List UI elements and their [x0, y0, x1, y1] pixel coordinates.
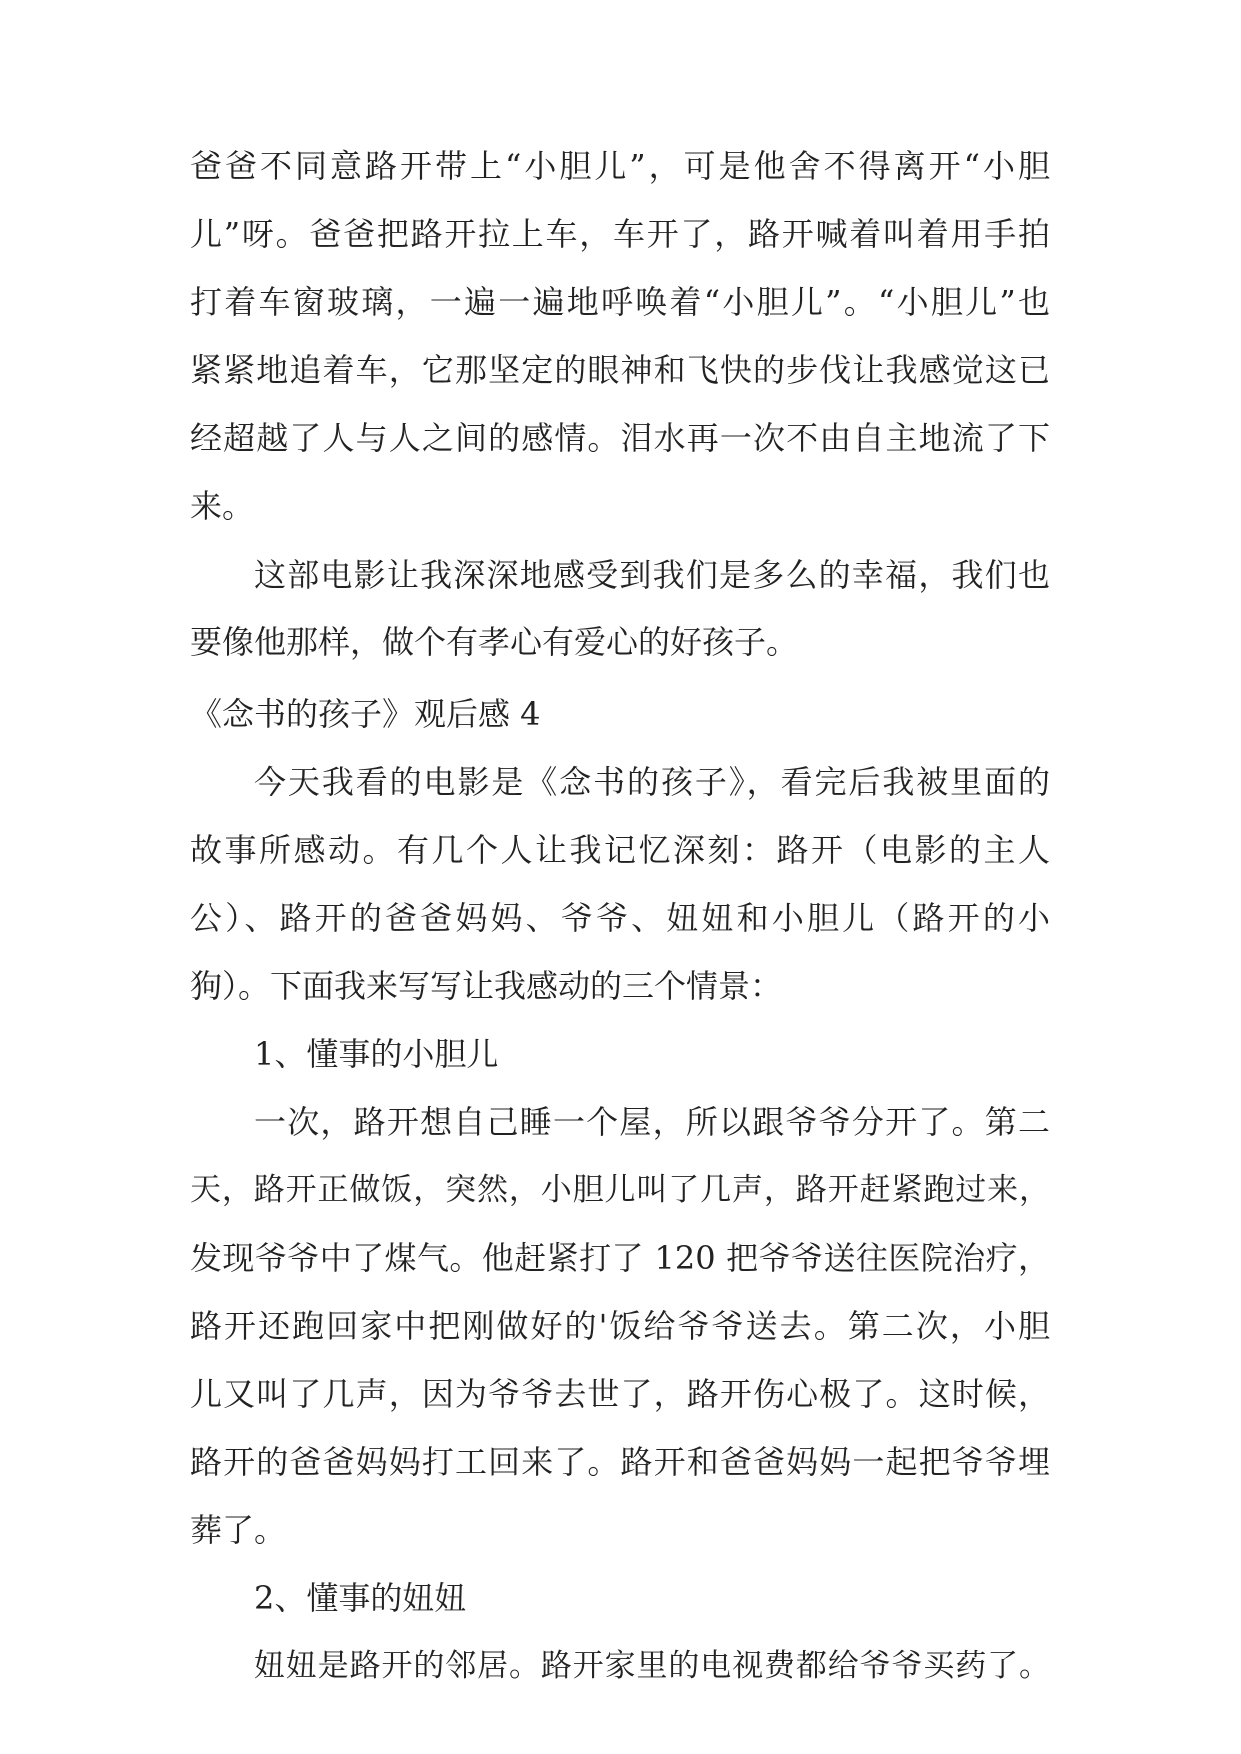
- paragraph-line: 狗）。下面我来写写让我感动的三个情景：: [190, 967, 783, 1005]
- paragraph-line: 打着车窗玻璃，一遍一遍地呼唤着“小胆儿”。“小胆儿”也: [190, 283, 1050, 321]
- paragraph-line: 公）、路开的爸爸妈妈、爷爷、妞妞和小胆儿（路开的小: [190, 899, 1050, 937]
- paragraph-line: 妞妞是路开的邻居。路开家里的电视费都给爷爷买药了。: [254, 1648, 1050, 1684]
- paragraph-line: 天，路开正做饭，突然，小胆儿叫了几声，路开赶紧跑过来，: [190, 1172, 1050, 1208]
- paragraph-line: 葬了。: [190, 1511, 287, 1549]
- paragraph-line: 紧紧地追着车，它那坚定的眼神和飞快的步伐让我感觉这已: [190, 351, 1050, 389]
- section-heading: 《念书的孩子》观后感 4: [190, 695, 541, 733]
- paragraph-line: 这部电影让我深深地感受到我们是多么的幸福，我们也: [254, 556, 1050, 594]
- list-item-heading: 2、懂事的妞妞: [254, 1579, 467, 1617]
- paragraph-line: 儿”呀。爸爸把路开拉上车，车开了，路开喊着叫着用手拍: [190, 215, 1050, 253]
- paragraph-line: 一次，路开想自己睡一个屋，所以跟爷爷分开了。第二: [254, 1103, 1050, 1141]
- paragraph-line: 发现爷爷中了煤气。他赶紧打了 120 把爷爷送往医院治疗，: [190, 1239, 1050, 1277]
- paragraph-line: 来。: [190, 487, 255, 525]
- paragraph-line: 故事所感动。有几个人让我记忆深刻：路开（电影的主人: [190, 831, 1050, 869]
- paragraph-line: 路开的爸爸妈妈打工回来了。路开和爸爸妈妈一起把爷爷埋: [190, 1443, 1050, 1481]
- paragraph-line: 要像他那样，做个有孝心有爱心的好孩子。: [190, 623, 799, 661]
- paragraph-line: 今天我看的电影是《念书的孩子》，看完后我被里面的: [254, 763, 1050, 801]
- paragraph-line: 经超越了人与人之间的感情。泪水再一次不由自主地流了下: [190, 419, 1050, 457]
- paragraph-line: 路开还跑回家中把刚做好的'饭给爷爷送去。第二次，小胆: [190, 1307, 1050, 1345]
- paragraph-line: 儿又叫了几声，因为爷爷去世了，路开伤心极了。这时候，: [190, 1375, 1050, 1413]
- paragraph-line: 爸爸不同意路开带上“小胆儿”，可是他舍不得离开“小胆: [190, 147, 1050, 185]
- list-item-heading: 1、懂事的小胆儿: [254, 1035, 499, 1073]
